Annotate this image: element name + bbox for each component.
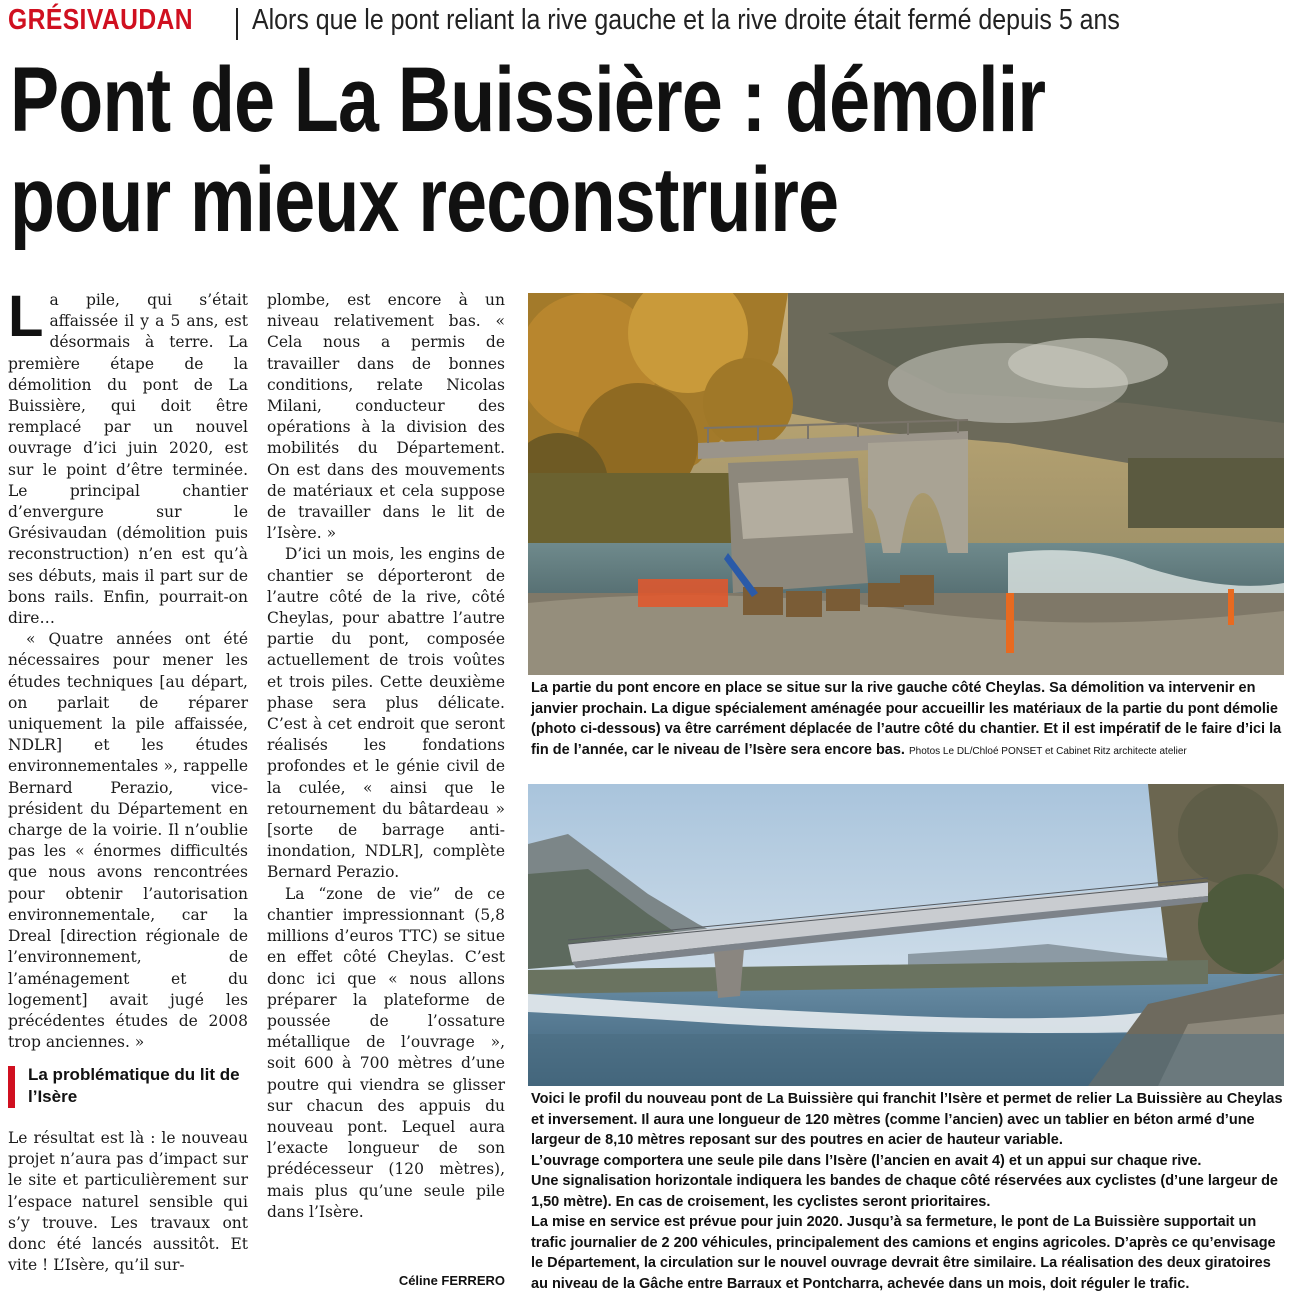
kicker-subtitle: Alors que le pont reliant la rive gauche et la rive droite était fermé depuis 5 ans: [252, 4, 1120, 36]
author-signature: Céline FERRERO: [398, 1273, 505, 1288]
caption-photo-2: [531, 1089, 1283, 1294]
article-column-1: [8, 284, 248, 1053]
paragraph-6: La “zone de vie” de ce chantier impressionnant (5,8 millions d’euros TTC) se situe en effet côté Cheylas. C’est donc ici que « nous allons préparer la plateforme de poussée de l’ossature métallique de l’ouvrage », soit 600 à 700 mètres d’une poutre qui viendra se glisser sur chacun des appuis du nouveau pont. Lequel aura l’exacte longueur de son prédécesseur (120 mètres), mais plus qu’une seule pile dans l’Isère.: [267, 884, 505, 1221]
caption-photo-2-p2: L’ouvrage comportera une seule pile dans l’Isère (l’ancien en avait 4) et un appui sur chaque rive.: [531, 1152, 1202, 1169]
subheading: [8, 1064, 248, 1110]
paragraph-1: [8, 284, 248, 629]
photo-old-bridge-illustration: [528, 293, 1284, 675]
section-rubric: GRÉSIVAUDAN: [8, 4, 194, 36]
paragraph-1-text: a pile, qui s’était affaissée il y a 5 ans, est désormais à terre. La première étape de la démolition du pont de La Buissière, qui doit être remplacé par un nouvel ouvrage d’ici juin 2020, est sur le point d’être terminée. Le principal chantier d’envergure sur le Grésivaudan (démolition puis reconstruction) n’en est qu’à ses débuts, mais il part sur de bons rails. Enfin, pourrait-on dire…: [8, 291, 248, 628]
photo-old-bridge: [528, 293, 1284, 675]
paragraph-2: « Quatre années ont été nécessaires pour mener les études techniques [au départ, on parlait de réparer uniquement la pile affaissée, NDLR] et les études environnementales », rappelle Bernard Perazio, vice-président du Département en charge de la voirie. Il n’oublie pas les « énormes difficultés que nous avons rencontrées pour obtenir l’autorisation environnementale, car la Dreal [direction régionale de l’environnement, de l’aménagement et du logement] avait jugé les précédentes études de 2008 trop anciennes. »: [8, 630, 248, 1052]
headline: [10, 50, 1300, 250]
caption-photo-1-text: La partie du pont encore en place se situe sur la rive gauche côté Cheylas. Sa démolition va intervenir en janvier prochain. La digue spécialement aménagée pour accueillir les matériaux de la partie du pont démolie (photo ci-dessous) va être carrément déplacée de l’autre côté du chantier. Et il est impératif de le faire d’ici la fin de l’année, car le niveau de l’Isère sera encore bas.: [531, 680, 1282, 758]
paragraph-4: plombe, est encore à un niveau relativement bas. « Cela nous a permis de travailler dans de bonnes conditions, relate Nicolas Milani, conducteur des opérations à la division des mobilités du Département. On est dans des mouvements de matériaux et cela suppose de travailler dans le lit de l’Isère. »: [267, 291, 505, 543]
paragraph-3: Le résultat est là : le nouveau projet n’aura pas d’impact sur le site et particulièrement sur l’espace naturel sensible qui s’y trouve. Les travaux ont donc été lancés aussitôt. Et vite ! L’Isère, qu’il sur-: [8, 1129, 248, 1275]
subheading-text: La problématique du lit de l’Isère: [28, 1065, 240, 1106]
kicker-separator: [236, 8, 238, 40]
headline-line-2: pour mieux reconstruire: [10, 149, 839, 251]
caption-photo-1: [531, 678, 1283, 762]
headline-line-1: Pont de La Buissière : démolir: [10, 49, 1046, 151]
photo-new-bridge-render: [528, 784, 1284, 1086]
caption-photo-2-p1: Voici le profil du nouveau pont de La Buissière qui franchit l’Isère et permet de relier La Buissière au Cheylas et inversement. Il aura une longueur de 120 mètres (comme l’ancien) avec un tablier en béton armé d’une largeur de 8,10 mètres reposant sur des poutres en acier de hauteur variable.: [531, 1091, 1283, 1148]
article-column-2: [267, 290, 505, 1223]
caption-photo-2-p3: Une signalisation horizontale indiquera les bandes de chaque côté réservées aux cyclistes (d’une largeur de 1,50 mètre). En cas de croisement, les cyclistes seront prioritaires.: [531, 1173, 1278, 1210]
caption-photo-2-p4: La mise en service est prévue pour juin 2020. Jusqu’à sa fermeture, le pont de La Buissière supportait un trafic journalier de 2 200 véhicules, principalement des camions et engins agricoles. D’après ce qu’envisage le Département, la circulation sur le nouvel ouvrage devrait être similaire. La réalisation des deux giratoires au niveau de la Gâche entre Barraux et Pontcharra, achevée dans un mois, doit réguler le trafic.: [531, 1214, 1276, 1292]
photo-credit: Photos Le DL/Chloé PONSET et Cabinet Ritz architecte atelier: [909, 745, 1187, 757]
kicker: [8, 2, 1298, 46]
article-column-1-bottom: [8, 1128, 248, 1276]
photo-new-bridge-illustration: [528, 784, 1284, 1086]
subheading-bar: [8, 1066, 15, 1108]
dropcap: L: [8, 284, 44, 349]
paragraph-5: D’ici un mois, les engins de chantier se déporteront de l’autre côté de la rive, côté Cheylas, pour abattre l’autre partie du pont, composée actuellement de trois voûtes et trois piles. Cette deuxième phase sera plus délicate. C’est à cet endroit que seront réalisés les fondations profondes et le génie civil de la culée, « ainsi que le retournement du bâtardeau » [sorte de barrage anti-inondation, NDLR], complète Bernard Perazio.: [267, 545, 505, 882]
